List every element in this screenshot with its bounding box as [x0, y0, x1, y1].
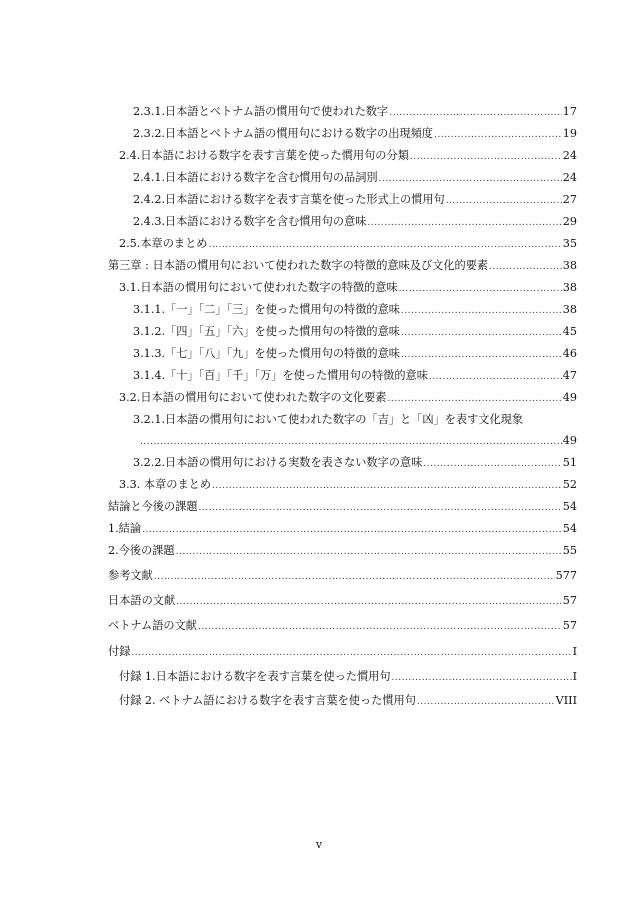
toc-entry-page: 17 — [562, 105, 577, 118]
dot-leader — [423, 457, 561, 471]
toc-entry[interactable] — [108, 594, 577, 609]
toc-entry[interactable] — [119, 281, 577, 296]
dot-leader — [142, 523, 562, 537]
toc-entry-title: 3.1.1.「一」「二」「三」を使った慣用句の特徴的意味 — [133, 303, 400, 316]
toc-entry[interactable] — [133, 193, 577, 208]
dot-leader — [401, 348, 562, 362]
toc-entry[interactable] — [133, 105, 577, 120]
toc-entry[interactable] — [108, 569, 577, 584]
dot-leader — [154, 570, 555, 584]
toc-entry-title: 2.4.日本語における数字を表す言葉を使った慣用句の分類 — [119, 149, 409, 162]
toc-entry[interactable] — [108, 259, 577, 274]
dot-leader — [434, 128, 562, 142]
toc-entry-page: 49 — [562, 391, 577, 404]
dot-leader — [410, 150, 562, 164]
toc-entry-page: 46 — [562, 347, 577, 360]
toc-entry-page: 29 — [562, 215, 577, 228]
toc-entry-title: 付録 1.日本語における数字を表す言葉を使った慣用句 — [119, 670, 391, 683]
toc-entry-page: VIII — [555, 694, 577, 707]
toc-entry-page: 38 — [562, 259, 577, 272]
toc-entry[interactable] — [133, 456, 577, 471]
toc-entry[interactable] — [119, 694, 577, 709]
dot-leader — [140, 435, 562, 449]
toc-entry-title: 2.4.1.日本語における数字を含む慣用句の品詞別 — [133, 171, 378, 184]
toc-entry[interactable] — [119, 670, 577, 685]
dot-leader — [131, 646, 571, 660]
toc-entry-title: 3.2.2.日本語の慣用句における実数を表さない数字の意味 — [133, 456, 423, 469]
toc-entry-title: 参考文献 — [108, 569, 153, 582]
toc-entry[interactable] — [108, 645, 577, 660]
toc-entry-page: I — [572, 645, 577, 658]
dot-leader — [208, 238, 561, 252]
toc-entry-title: 2.今後の課題 — [108, 544, 175, 557]
toc-entry[interactable] — [108, 619, 577, 634]
toc-entry-page: 24 — [562, 149, 577, 162]
dot-leader — [212, 479, 562, 493]
toc-entry-title: 付録 2. ベトナム語における数字を表す言葉を使った慣用句 — [119, 694, 416, 707]
toc-entry-title: 1.結論 — [108, 522, 142, 535]
toc-entry-page: 45 — [562, 325, 577, 338]
toc-entry[interactable] — [119, 478, 577, 493]
dot-leader — [401, 326, 562, 340]
toc-entry-page: 19 — [562, 127, 577, 140]
toc-entry-page: 51 — [562, 456, 577, 469]
dot-leader — [176, 595, 562, 609]
toc-entry-page: 57 — [562, 594, 577, 607]
toc-entry-page: 49 — [562, 434, 577, 447]
toc-entry-page: 55 — [562, 544, 577, 557]
dot-leader — [399, 282, 562, 296]
dot-leader — [389, 106, 562, 120]
toc-entry-title: 2.3.2.日本語とベトナム語の慣用句における数字の出現頻度 — [133, 127, 433, 140]
dot-leader — [367, 216, 561, 230]
dot-leader — [392, 671, 572, 685]
toc-entry[interactable] — [108, 522, 577, 537]
dot-leader — [489, 260, 562, 274]
toc-entry-title: 付録 — [108, 645, 131, 658]
page-number: v — [315, 838, 323, 851]
toc-entry-page: 38 — [562, 281, 577, 294]
toc-entry[interactable] — [119, 391, 577, 406]
toc-entry-page: 35 — [562, 237, 577, 250]
dot-leader — [176, 545, 562, 559]
toc-entry-title: 3.1.4.「十」「百」「千」「万」を使った慣用句の特徴的意味 — [133, 369, 428, 382]
dot-leader — [198, 620, 562, 634]
toc-entry-title: 3.1.3.「七」「八」「九」を使った慣用句の特徴的意味 — [133, 347, 400, 360]
toc-entry[interactable] — [133, 171, 577, 186]
toc-entry-title: 結論と今後の課題 — [108, 500, 198, 513]
toc-entry-title: 2.4.3.日本語における数字を含む慣用句の意味 — [133, 215, 367, 228]
toc-entry-page: 54 — [562, 522, 577, 535]
toc-entry-page: 54 — [562, 500, 577, 513]
toc-entry[interactable] — [133, 369, 577, 384]
dot-leader — [446, 194, 562, 208]
toc-entry-page: 24 — [562, 171, 577, 184]
toc-entry-page: I — [572, 670, 577, 683]
toc-entry-page: 577 — [555, 569, 577, 582]
toc-entry-title: 3.2.日本語の慣用句において使われた数字の文化要素 — [119, 391, 387, 404]
toc-entry-page: 38 — [562, 303, 577, 316]
dot-leader — [379, 172, 562, 186]
toc-entry-title: ベトナム語の文献 — [108, 619, 197, 632]
toc-entry[interactable] — [133, 127, 577, 142]
toc-entry[interactable] — [133, 413, 577, 427]
dot-leader — [401, 304, 562, 318]
toc-entry[interactable] — [108, 500, 577, 515]
toc-entry-page: 47 — [562, 369, 577, 382]
toc-entry[interactable] — [133, 215, 577, 230]
toc-entry-page: 27 — [562, 193, 577, 206]
toc-entry-page: 52 — [562, 478, 577, 491]
toc-entry[interactable] — [119, 149, 577, 164]
toc-entry-title: 2.5.本章のまとめ — [119, 237, 208, 250]
toc-entry[interactable] — [108, 544, 577, 559]
toc-entry[interactable] — [133, 325, 577, 340]
toc-entry-title: 第三章 : 日本語の慣用句において使われた数字の特徴的意味及び文化的要素 — [108, 259, 489, 272]
toc-entry-title: 2.3.1.日本語とベトナム語の慣用句で使われた数字 — [133, 105, 389, 118]
dot-leader — [387, 392, 561, 406]
toc-entry-title: 3.3. 本章のまとめ — [119, 478, 212, 491]
dot-leader — [417, 695, 555, 709]
toc-entry[interactable] — [119, 237, 577, 252]
toc-entry[interactable] — [133, 347, 577, 362]
toc-entry-page: 57 — [562, 619, 577, 632]
toc-entry-title: 日本語の文献 — [108, 594, 176, 607]
toc-entry-title: 2.4.2.日本語における数字を表す言葉を使った形式上の慣用句 — [133, 193, 445, 206]
toc-entry-continuation[interactable] — [140, 434, 577, 449]
toc-entry-title: 3.2.1.日本語の慣用句において使われた数字の「吉」と「凶」を表す文化現象 — [133, 413, 524, 426]
toc-entry-title: 3.1.2.「四」「五」「六」を使った慣用句の特徴的意味 — [133, 325, 400, 338]
toc-entry[interactable] — [133, 303, 577, 318]
dot-leader — [199, 501, 562, 515]
dot-leader — [429, 370, 562, 384]
toc-entry-title: 3.1.日本語の慣用句において使われた数字の特徴的意味 — [119, 281, 398, 294]
